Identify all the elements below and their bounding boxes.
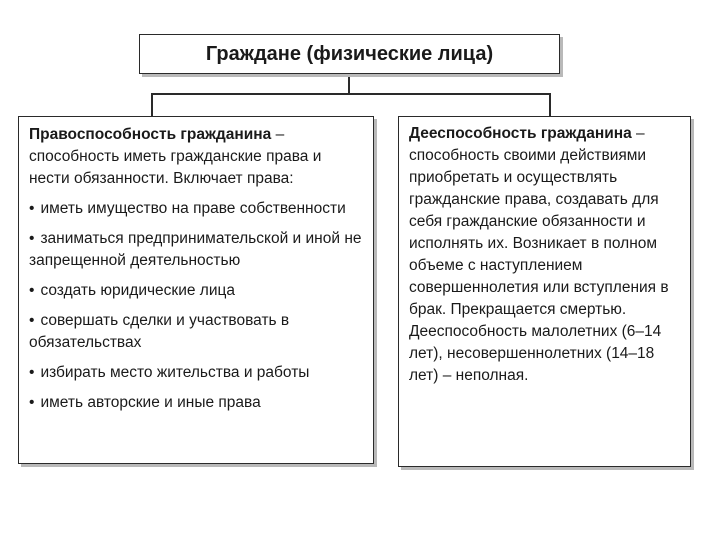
active-capacity-definition: способность своими действиями приобретать и осуществлять гражданские права, создавать для себя гражданские обязанности и исполнять их. xyxy=(409,147,659,252)
active-capacity-term: Дееспособность гражданина xyxy=(409,125,632,142)
active-capacity-text xyxy=(409,123,680,387)
legal-capacity-term: Правоспособность гражданина xyxy=(29,126,272,143)
legal-capacity-intro xyxy=(29,124,363,190)
legal-capacity-definition: способность иметь гражданские права и нести обязанности. Включает права: xyxy=(29,148,322,187)
legal-capacity-box xyxy=(18,116,374,464)
list-item: • иметь имущество на праве собственности xyxy=(29,198,363,220)
active-capacity-emerges: Возникает в полном объеме с наступлением совершеннолетия или вступления в брак. xyxy=(409,235,669,318)
active-capacity-box xyxy=(398,116,691,467)
list-item: • избирать место жительства и работы xyxy=(29,362,363,384)
title-box xyxy=(139,34,560,74)
active-capacity-ends: Прекращается смертью. xyxy=(450,301,627,318)
list-item: • заниматься предпринимательской и иной не запрещенной деятельностью xyxy=(29,228,363,272)
list-item: • создать юридические лица xyxy=(29,280,363,302)
title-text: Граждане (физические лица) xyxy=(205,42,494,65)
connector-right-drop xyxy=(549,93,551,116)
legal-capacity-dash: – xyxy=(271,126,285,143)
rights-list xyxy=(29,198,363,414)
list-item: • совершать сделки и участвовать в обязательствах xyxy=(29,310,363,354)
list-item: • иметь авторские и иные права xyxy=(29,392,363,414)
connector-left-drop xyxy=(151,93,153,116)
active-capacity-minors: Дееспособность малолетних (6–14 лет), несовершеннолетних (14–18 лет) – неполная. xyxy=(409,323,662,384)
connector-vertical-top xyxy=(348,74,350,94)
connector-horizontal xyxy=(151,93,550,95)
active-capacity-dash: – xyxy=(631,125,645,142)
